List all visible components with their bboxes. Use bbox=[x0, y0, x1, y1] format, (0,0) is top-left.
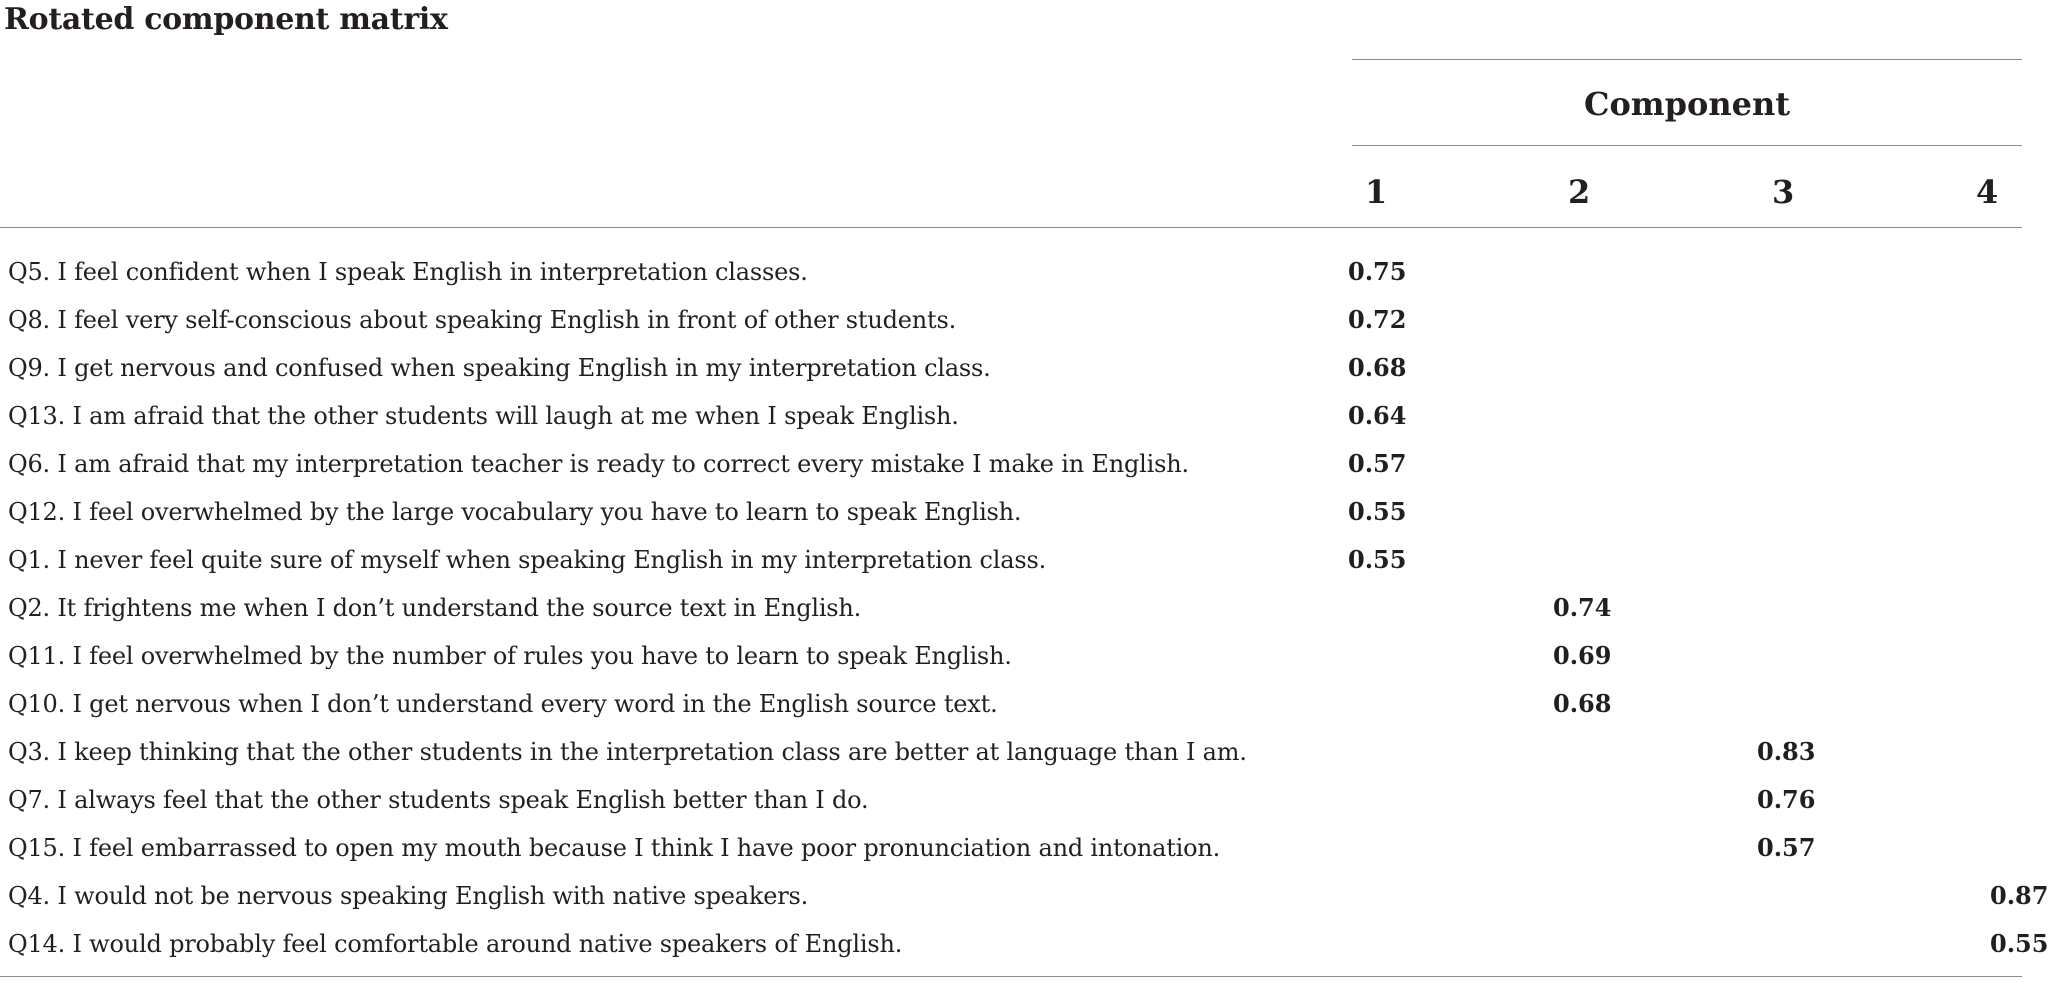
table-title: Rotated component matrix bbox=[4, 2, 448, 37]
loading-value: 0.68 bbox=[1553, 689, 1612, 718]
table-row bbox=[0, 344, 2022, 392]
table-row bbox=[0, 776, 2022, 824]
item-text: Q13. I am afraid that the other students will laugh at me when I speak English. bbox=[8, 402, 959, 430]
loading-value: 0.57 bbox=[1348, 449, 1407, 478]
column-header-1: 1 bbox=[1365, 173, 1388, 211]
item-text: Q11. I feel overwhelmed by the number of rules you have to learn to speak English. bbox=[8, 642, 1012, 670]
table-row bbox=[0, 296, 2022, 344]
item-text: Q8. I feel very self-conscious about speaking English in front of other students. bbox=[8, 306, 957, 334]
item-text: Q6. I am afraid that my interpretation teacher is ready to correct every mistake I make in English. bbox=[8, 450, 1189, 478]
loading-value: 0.74 bbox=[1553, 593, 1612, 622]
item-text: Q2. It frightens me when I don’t understand the source text in English. bbox=[8, 594, 862, 622]
table-row bbox=[0, 584, 2022, 632]
item-text: Q15. I feel embarrassed to open my mouth because I think I have poor pronunciation and intonation. bbox=[8, 834, 1221, 862]
item-text: Q9. I get nervous and confused when speaking English in my interpretation class. bbox=[8, 354, 991, 382]
table-row bbox=[0, 920, 2048, 968]
loading-value: 0.55 bbox=[1348, 497, 1407, 526]
table-bottom-rule bbox=[0, 976, 2022, 977]
item-text: Q1. I never feel quite sure of myself when speaking English in my interpretation class. bbox=[8, 546, 1047, 574]
column-header-4: 4 bbox=[1976, 173, 1999, 211]
item-text: Q3. I keep thinking that the other students in the interpretation class are better at language than I am. bbox=[8, 738, 1247, 766]
loading-value: 0.72 bbox=[1348, 305, 1407, 334]
table-row bbox=[0, 824, 2022, 872]
column-header-2: 2 bbox=[1568, 173, 1591, 211]
loading-value: 0.87 bbox=[1990, 881, 2048, 910]
item-text: Q5. I feel confident when I speak English in interpretation classes. bbox=[8, 258, 808, 286]
item-text: Q12. I feel overwhelmed by the large vocabulary you have to learn to speak English. bbox=[8, 498, 1022, 526]
loading-value: 0.83 bbox=[1757, 737, 1816, 766]
column-header-3: 3 bbox=[1772, 173, 1795, 211]
item-text: Q4. I would not be nervous speaking English with native speakers. bbox=[8, 882, 809, 910]
component-header-rule bbox=[1352, 145, 2022, 146]
loading-value: 0.57 bbox=[1757, 833, 1816, 862]
header-top-rule bbox=[1352, 59, 2022, 60]
item-text: Q14. I would probably feel comfortable around native speakers of English. bbox=[8, 930, 903, 958]
header-bottom-rule bbox=[0, 227, 2022, 228]
table-row bbox=[0, 488, 2022, 536]
loading-value: 0.76 bbox=[1757, 785, 1816, 814]
loading-value: 0.55 bbox=[1348, 545, 1407, 574]
item-text: Q10. I get nervous when I don’t understand every word in the English source text. bbox=[8, 690, 998, 718]
table-row bbox=[0, 632, 2022, 680]
loading-value: 0.69 bbox=[1553, 641, 1612, 670]
table-row bbox=[0, 728, 2022, 776]
table-row bbox=[0, 248, 2022, 296]
table-row bbox=[0, 392, 2022, 440]
loading-value: 0.55 bbox=[1990, 929, 2048, 958]
table-row bbox=[0, 536, 2022, 584]
loading-value: 0.75 bbox=[1348, 257, 1407, 286]
loading-value: 0.64 bbox=[1348, 401, 1407, 430]
table-row bbox=[0, 680, 2022, 728]
loading-value: 0.68 bbox=[1348, 353, 1407, 382]
table-row bbox=[0, 440, 2022, 488]
item-text: Q7. I always feel that the other students speak English better than I do. bbox=[8, 786, 869, 814]
table-row bbox=[0, 872, 2048, 920]
component-group-header: Component bbox=[1583, 85, 1791, 123]
